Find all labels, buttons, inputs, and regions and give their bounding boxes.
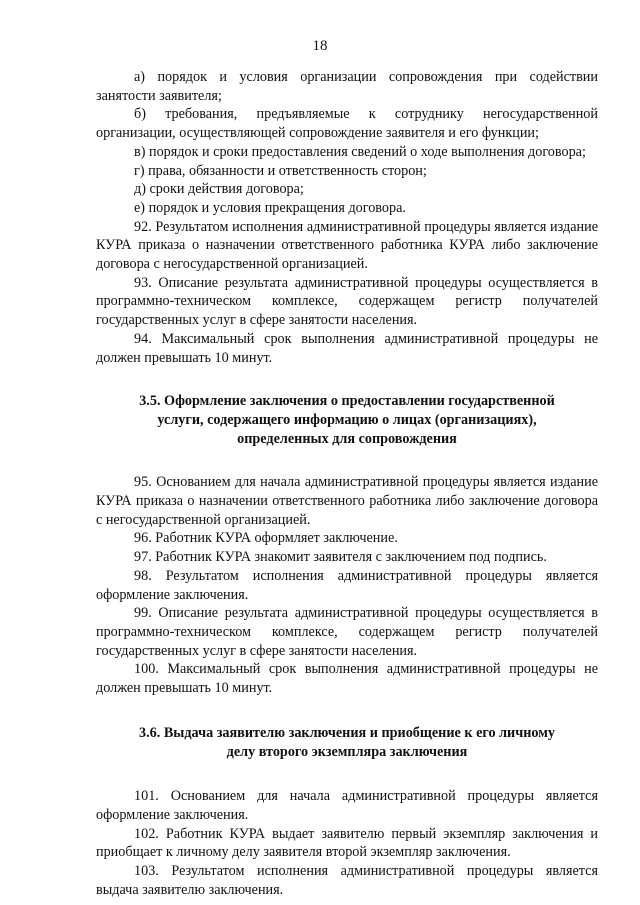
paragraph-item-d: д) сроки действия договора; [134,181,304,198]
paragraph-item-a: а) порядок и условия организации сопровождения при содействии занятости заявителя; [96,69,598,104]
paragraph-94: 94. Максимальный срок выполнения административной процедуры не должен превышать 10 минут. [96,330,598,366]
paragraph-item-g: г) права, обязанности и ответственность сторон; [134,162,427,179]
paragraph-item-b: б) требования, предъявляемые к сотруднику негосударственной организации, осуществляющей сопровождение заявителя и его функции; [96,106,598,142]
section-3-5-heading-line: 3.5. Оформление заключения о предоставлении государственной [139,393,555,410]
paragraph-97: 97. Работник КУРА знакомит заявителя с заключением под подпись. [134,549,547,566]
paragraph-item-v: в) порядок и сроки предоставления сведений о ходе выполнения договора; [134,143,586,160]
section-3-5-heading [96,392,598,448]
page-number: 18 [312,38,328,54]
paragraph-98: 98. Результатом исполнения административной процедуры является оформление заключения. [96,567,598,603]
section-3-5-heading-line: услуги, содержащего информацию о лицах (организациях), [157,411,537,428]
paragraph-101: 101. Основанием для начала административной процедуры является оформление заключения. [96,788,598,823]
paragraph-103: 103. Результатом исполнения административной процедуры является выдача заявителю заключения. [96,863,598,898]
paragraph-102: 102. Работник КУРА выдает заявителю первый экземпляр заключения и приобщает к личному делу заявителя второй экземпляр заключения. [96,825,598,861]
paragraph-item-e: е) порядок и условия прекращения договора. [134,199,406,216]
section-3-6-heading-line: делу второго экземпляра заключения [226,743,468,760]
paragraph-100: 100. Максимальный срок выполнения административной процедуры не должен превышать 10 минут. [96,661,598,697]
paragraph-96: 96. Работник КУРА оформляет заключение. [134,530,398,547]
page-content [96,68,598,899]
paragraph-95: 95. Основанием для начала административной процедуры является издание КУРА приказа о назначении ответственного работника либо заключение договора с негосударственной организацией. [96,474,598,528]
section-3-5-heading-line: определенных для сопровождения [237,430,457,447]
paragraph-99: 99. Описание результата административной процедуры осуществляется в программно-техническом комплексе, содержащем регистр получателей государственных услуг в сфере занятости населения. [96,605,598,659]
section-3-6-heading-line: 3.6. Выдача заявителю заключения и приобщение к его личному [139,724,555,741]
section-3-6-heading [96,724,598,761]
paragraph-92: 92. Результатом исполнения административной процедуры является издание КУРА приказа о назначении ответственного работника КУРА либо заключение договора с негосударственной организацией. [96,218,598,273]
paragraph-93: 93. Описание результата административной процедуры осуществляется в программно-техническом комплексе, содержащем регистр получателей государственных услуг в сфере занятости населения. [96,274,598,329]
